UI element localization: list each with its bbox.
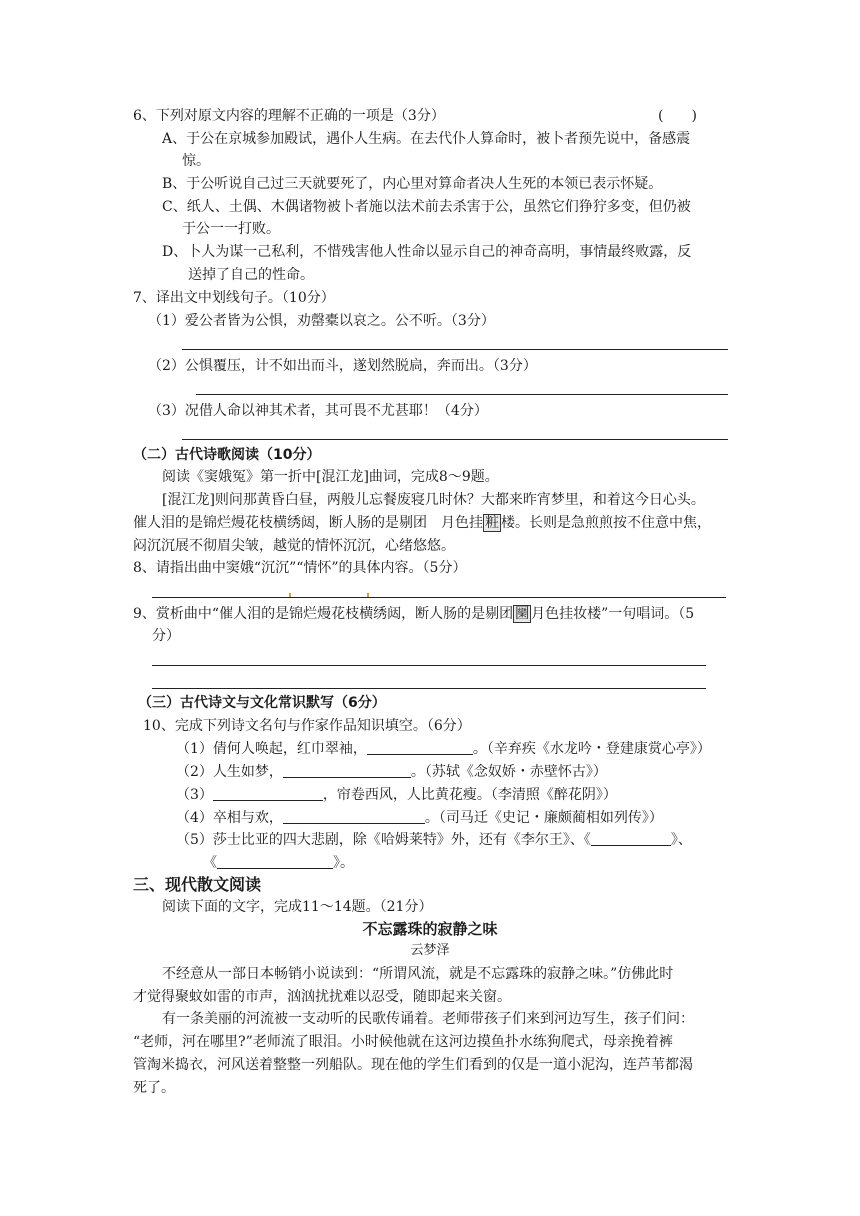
essay-author: 云梦泽 [410, 943, 450, 958]
q6-option-c-cont: 于公一一打败。 [182, 221, 280, 237]
q6-option-d-cont: 送掉了自己的性命。 [188, 267, 314, 283]
q10-item-3: （3） ，帘卷西风，人比黄花瘦。（李清照《醉花阴》） [176, 787, 617, 803]
q6-option-a: A、于公在京城参加殿试，遇仆人生病。在去代仆人算命时，被卜者预先说中，备感震 [162, 131, 691, 147]
answer-line[interactable] [182, 439, 728, 440]
q8-stem: 8、请指出曲中窦娥“沉沉”“情怀”的具体内容。（5分） [133, 560, 467, 576]
part-3-title: 三、现代散文阅读 [133, 875, 262, 894]
section-2-title: （二）古代诗歌阅读（10分） [133, 447, 321, 463]
essay-paragraph-2-line-2: “老师，河在哪里?”老师流了眼泪。小时候他就在这河边摸鱼扑水练狗爬式，母亲挽着裤 [133, 1034, 673, 1050]
q6-answer-paren: ( ) [658, 108, 697, 124]
answer-line[interactable] [196, 394, 728, 395]
fill-blank[interactable] [283, 809, 425, 824]
scan-mark [289, 593, 291, 597]
q7-stem: 7、译出文中划线句子。（10分） [133, 290, 335, 306]
essay-title: 不忘露珠的寂静之味 [362, 920, 498, 938]
boxed-character: 圞 [515, 606, 530, 622]
fill-blank[interactable] [283, 763, 411, 778]
q6-option-a-cont: 惊。 [182, 153, 210, 169]
q10-item-5: （5）莎士比亚的四大悲剧，除《哈姆莱特》外，还有《李尔王》、《 》、 [176, 832, 692, 848]
answer-line[interactable] [152, 665, 706, 666]
part-3-intro: 阅读下面的文字，完成11～14题。（21分） [162, 899, 433, 915]
answer-line[interactable] [182, 349, 728, 350]
q6-stem: 6、下列对原文内容的理解不正确的一项是（3分） [133, 108, 445, 124]
essay-paragraph-2-line-3: 管淘米捣衣，河风送着整整一列船队。现在他的学生们看到的仅是一道小泥沟，连芦苇都渴 [133, 1057, 693, 1073]
essay-paragraph-1-line-2: 才觉得聚蚊如雷的市声，汹汹扰扰难以忍受，随即起来关窗。 [133, 989, 511, 1005]
q10-item-4: （4）卒相与欢， 。（司马迁《史记・廉颇蔺相如列传》） [176, 810, 663, 826]
poem-line-3: 闷沉沉展不彻眉尖皱，越觉的情怀沉沉，心绪悠悠。 [133, 538, 455, 554]
poem-line-2: 催人泪的是锦烂熳花枝横绣闼，断人肠的是剔团 月色挂 粧 楼。长则是急煎煎按不住意中焦， [133, 515, 711, 531]
q6-option-b: B、于公听说自己过三天就要死了，内心里对算命者决人生死的本领已表示怀疑。 [162, 176, 663, 192]
fill-blank[interactable] [213, 786, 323, 801]
answer-line[interactable] [152, 688, 706, 689]
q10-item-1: （1）倩何人唤起，红巾翠袖， 。（辛弃疾《水龙吟・登建康赏心亭》） [176, 741, 711, 757]
fill-blank[interactable] [367, 740, 473, 755]
fill-blank[interactable] [591, 831, 671, 846]
essay-paragraph-1-line-1: 不经意从一部日本畅销小说读到：“所谓风流，就是不忘露珠的寂静之味。”仿佛此时 [162, 966, 674, 982]
q9-stem-cont: 分） [152, 628, 180, 644]
q10-stem: 10、完成下列诗文名句与作家作品知识填空。（6分） [143, 718, 471, 734]
q10-item-5-cont: 《 》。 [203, 855, 354, 871]
q6-option-c: C、纸人、土偶、木偶诸物被卜者施以法术前去杀害于公，虽然它们狰狞多变，但仍被 [162, 199, 691, 215]
q7-sentence-2: （2）公惧覆压，计不如出而斗，遂划然脱扃，奔而出。（3分） [148, 358, 537, 374]
essay-paragraph-2-line-4: 死了。 [133, 1080, 175, 1096]
q9-stem: 9、赏析曲中“催人泪的是锦烂熳花枝横绣闼，断人肠的是剔团 圞 月色挂妆楼”一句唱词。（5 [133, 606, 695, 622]
poem-line-1: [混江龙]则问那黄昏白昼，两般儿忘餐废寝几时休？大都来昨宵梦里，和着这今日心头。 [162, 492, 705, 508]
q7-sentence-3: （3）况借人命以神其术者，其可畏不尤甚耶！（4分） [148, 403, 488, 419]
essay-paragraph-2-line-1: 有一条美丽的河流被一支动听的民歌传诵着。老师带孩子们来到河边写生，孩子们问： [162, 1011, 694, 1027]
fill-blank[interactable] [217, 854, 333, 869]
scan-mark [367, 593, 369, 597]
q7-sentence-1: （1）爱公者皆为公惧，劝罄橐以哀之。公不听。（3分） [148, 313, 495, 329]
boxed-character: 粧 [485, 515, 499, 531]
answer-line[interactable] [152, 597, 726, 598]
q10-item-2: （2）人生如梦， 。（苏轼《念奴娇・赤壁怀古》） [176, 764, 607, 780]
q6-option-d: D、卜人为谋一己私利，不惜残害他人性命以显示自己的神奇高明，事情最终败露，反 [162, 244, 692, 260]
section-3-title: （三）古代诗文与文化常识默写（6分） [138, 695, 386, 711]
section-2-intro: 阅读《窦娥冤》第一折中[混江龙]曲词，完成8～9题。 [162, 469, 499, 485]
